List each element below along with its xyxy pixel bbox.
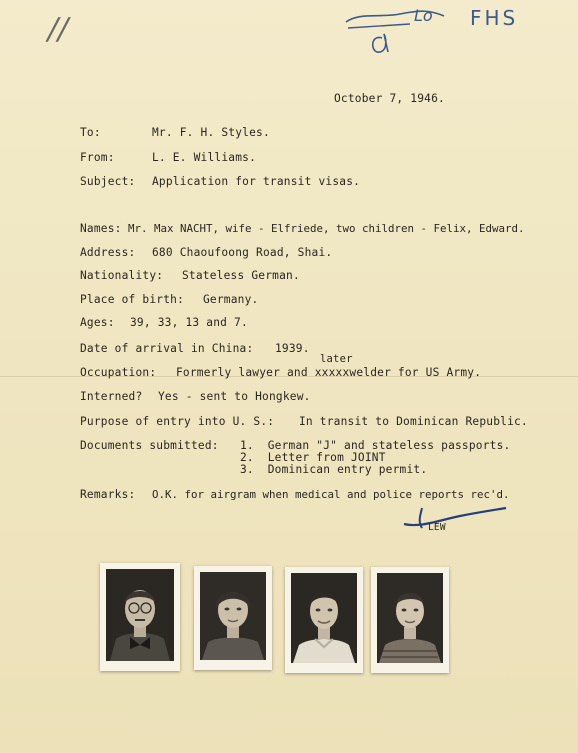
- ages-value: 39, 33, 13 and 7.: [130, 316, 248, 329]
- document-item: 2. Letter from JOINT: [240, 451, 386, 464]
- handwritten-initials: [340, 4, 460, 58]
- photo-older-boy: [285, 567, 363, 673]
- purpose-label: Purpose of entry into U. S.:: [80, 415, 275, 428]
- nationality-value: Stateless German.: [182, 269, 300, 282]
- photo-younger-boy: [371, 567, 449, 673]
- ages-label: Ages:: [80, 316, 115, 329]
- fhs-initials: FHS: [470, 6, 519, 30]
- from-label: From:: [80, 151, 115, 164]
- subject-label: Subject:: [80, 175, 136, 188]
- occupation-insert: later: [320, 353, 353, 365]
- remarks-label: Remarks:: [80, 488, 136, 501]
- document-item: 1. German "J" and stateless passports.: [240, 439, 511, 452]
- occupation-label: Occupation:: [80, 366, 157, 379]
- address-label: Address:: [80, 246, 136, 259]
- subject-value: Application for transit visas.: [152, 175, 361, 188]
- birth-value: Germany.: [203, 293, 259, 306]
- purpose-value: In transit to Dominican Republic.: [299, 415, 528, 428]
- handwritten-scribble: Lo: [414, 6, 433, 25]
- to-value: Mr. F. H. Styles.: [152, 126, 270, 139]
- from-value: L. E. Williams.: [152, 151, 257, 164]
- names-label: Names:: [80, 222, 122, 235]
- letter-date: October 7, 1946.: [334, 92, 445, 105]
- interned-value: Yes - sent to Hongkew.: [158, 390, 311, 403]
- photo-man: [100, 563, 180, 671]
- photo-woman: [194, 566, 272, 670]
- occupation-value: Formerly lawyer and xxxxxwelder for US Army.: [176, 366, 482, 379]
- document-item: 3. Dominican entry permit.: [240, 463, 428, 476]
- nationality-label: Nationality:: [80, 269, 164, 282]
- interned-label: Interned?: [80, 390, 143, 403]
- documents-label: Documents submitted:: [80, 439, 219, 452]
- signature-initials: LEW: [428, 522, 446, 533]
- arrival-label: Date of arrival in China:: [80, 342, 254, 355]
- pencil-marks: //: [44, 12, 72, 47]
- to-label: To:: [80, 126, 101, 139]
- names-value: Mr. Max NACHT, wife - Elfriede, two children - Felix, Edward.: [128, 222, 525, 235]
- address-value: 680 Chaoufoong Road, Shai.: [152, 246, 333, 259]
- birth-label: Place of birth:: [80, 293, 185, 306]
- signature-stroke: [400, 502, 510, 534]
- arrival-value: 1939.: [275, 342, 310, 355]
- remarks-value: O.K. for airgram when medical and police reports rec'd.: [152, 488, 510, 501]
